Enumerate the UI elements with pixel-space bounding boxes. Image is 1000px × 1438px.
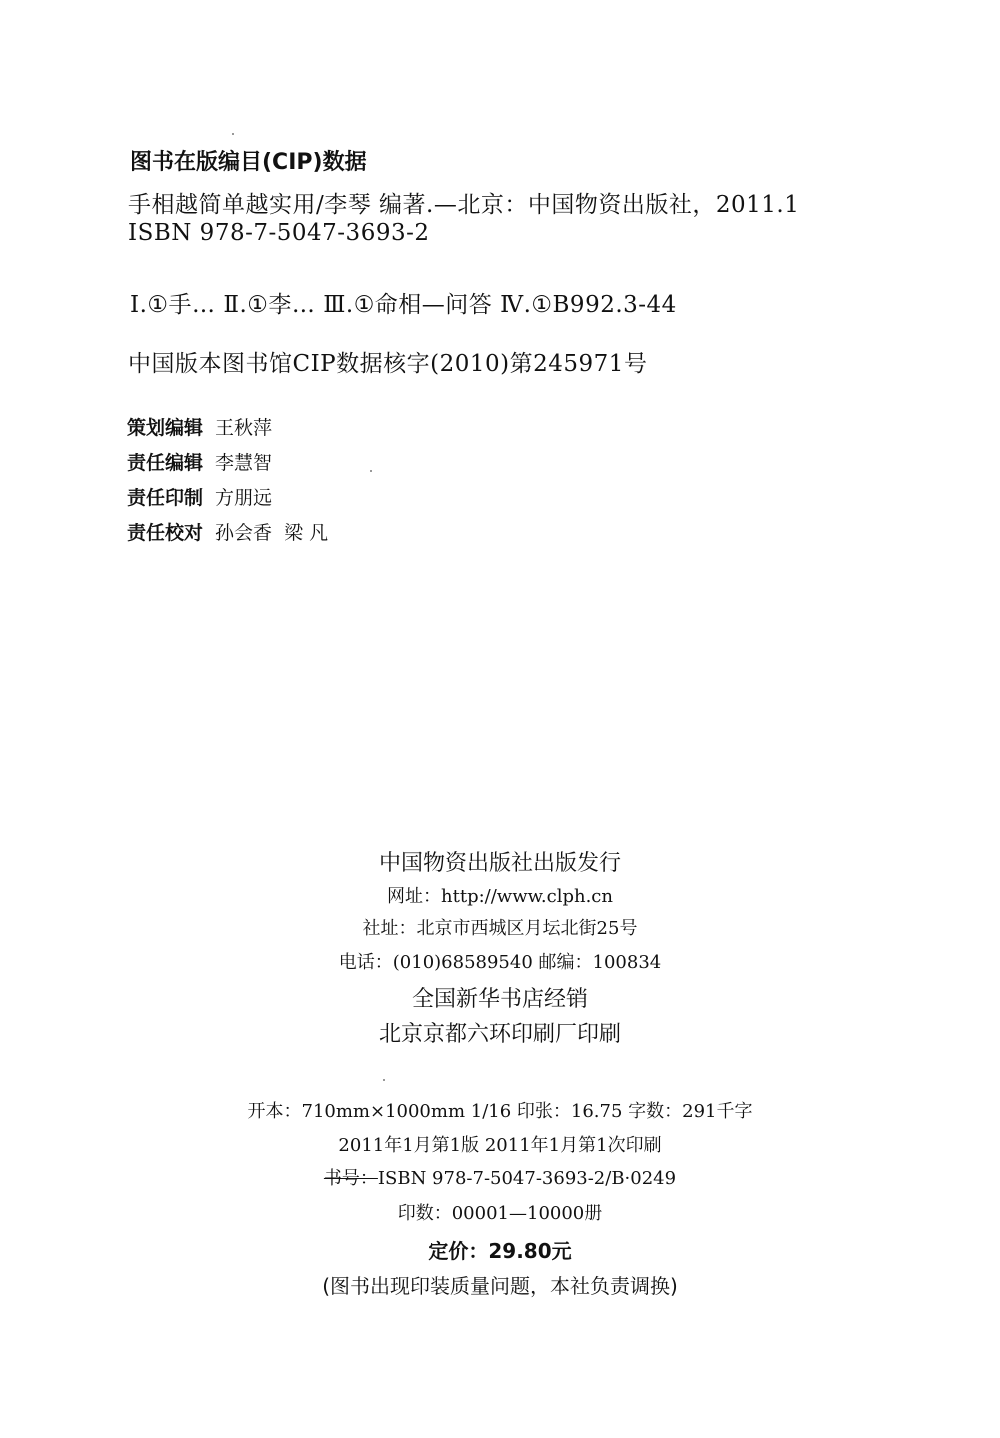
staff-row: [127, 483, 272, 510]
staff-names: 李慧智: [215, 452, 273, 474]
quality-notice: (图书出现印装质量问题，本社负责调换): [322, 1274, 678, 1298]
staff-row: [127, 518, 328, 545]
staff-names: 王秋萍: [215, 417, 273, 439]
staff-role: 责任编辑: [127, 452, 204, 474]
staff-row: [127, 413, 272, 440]
scan-speck: [383, 1079, 385, 1081]
book-number-label: 书号：: [323, 1168, 378, 1189]
cip-heading: 图书在版编目(CIP)数据: [130, 150, 367, 175]
print-run: 印数：00001—10000册: [397, 1203, 603, 1224]
staff-names: 方朋远: [215, 487, 273, 509]
publisher-contact: 电话：(010)68589540 邮编：100834: [338, 952, 662, 973]
printer: 北京京都六环印刷厂印刷: [378, 1022, 621, 1047]
staff-names: 孙会香 梁 凡: [215, 522, 329, 544]
scan-speck: [370, 470, 372, 472]
book-number: [0, 1164, 1000, 1190]
price: 定价：29.80元: [428, 1239, 572, 1263]
cip-title-line: 手相越简单越实用/李琴 编著.—北京：中国物资出版社，2011.1: [128, 192, 800, 218]
publisher-website: 网址：http://www.clph.cn: [387, 886, 613, 907]
staff-role: 策划编辑: [127, 417, 204, 439]
scan-speck: [232, 133, 234, 135]
cip-classification: Ⅰ.①手… Ⅱ.①李… Ⅲ.①命相—问答 Ⅳ.①B992.3-44: [130, 292, 677, 318]
staff-role: 责任校对: [127, 522, 204, 544]
cip-isbn: ISBN 978-7-5047-3693-2: [128, 220, 430, 246]
publisher-issued-by: 中国物资出版社出版发行: [378, 851, 621, 876]
book-format: 开本：710mm×1000mm 1/16 印张：16.75 字数：291千字: [247, 1101, 753, 1122]
cip-approval-number: 中国版本图书馆CIP数据核字(2010)第245971号: [128, 351, 648, 377]
staff-row: [127, 448, 272, 475]
edition-info: 2011年1月第1版 2011年1月第1次印刷: [338, 1135, 662, 1156]
staff-role: 责任印制: [127, 487, 204, 509]
distributor: 全国新华书店经销: [411, 987, 588, 1012]
book-number-value: ISBN 978-7-5047-3693-2/B·0249: [377, 1168, 677, 1189]
publisher-address: 社址：北京市西城区月坛北街25号: [362, 918, 638, 939]
